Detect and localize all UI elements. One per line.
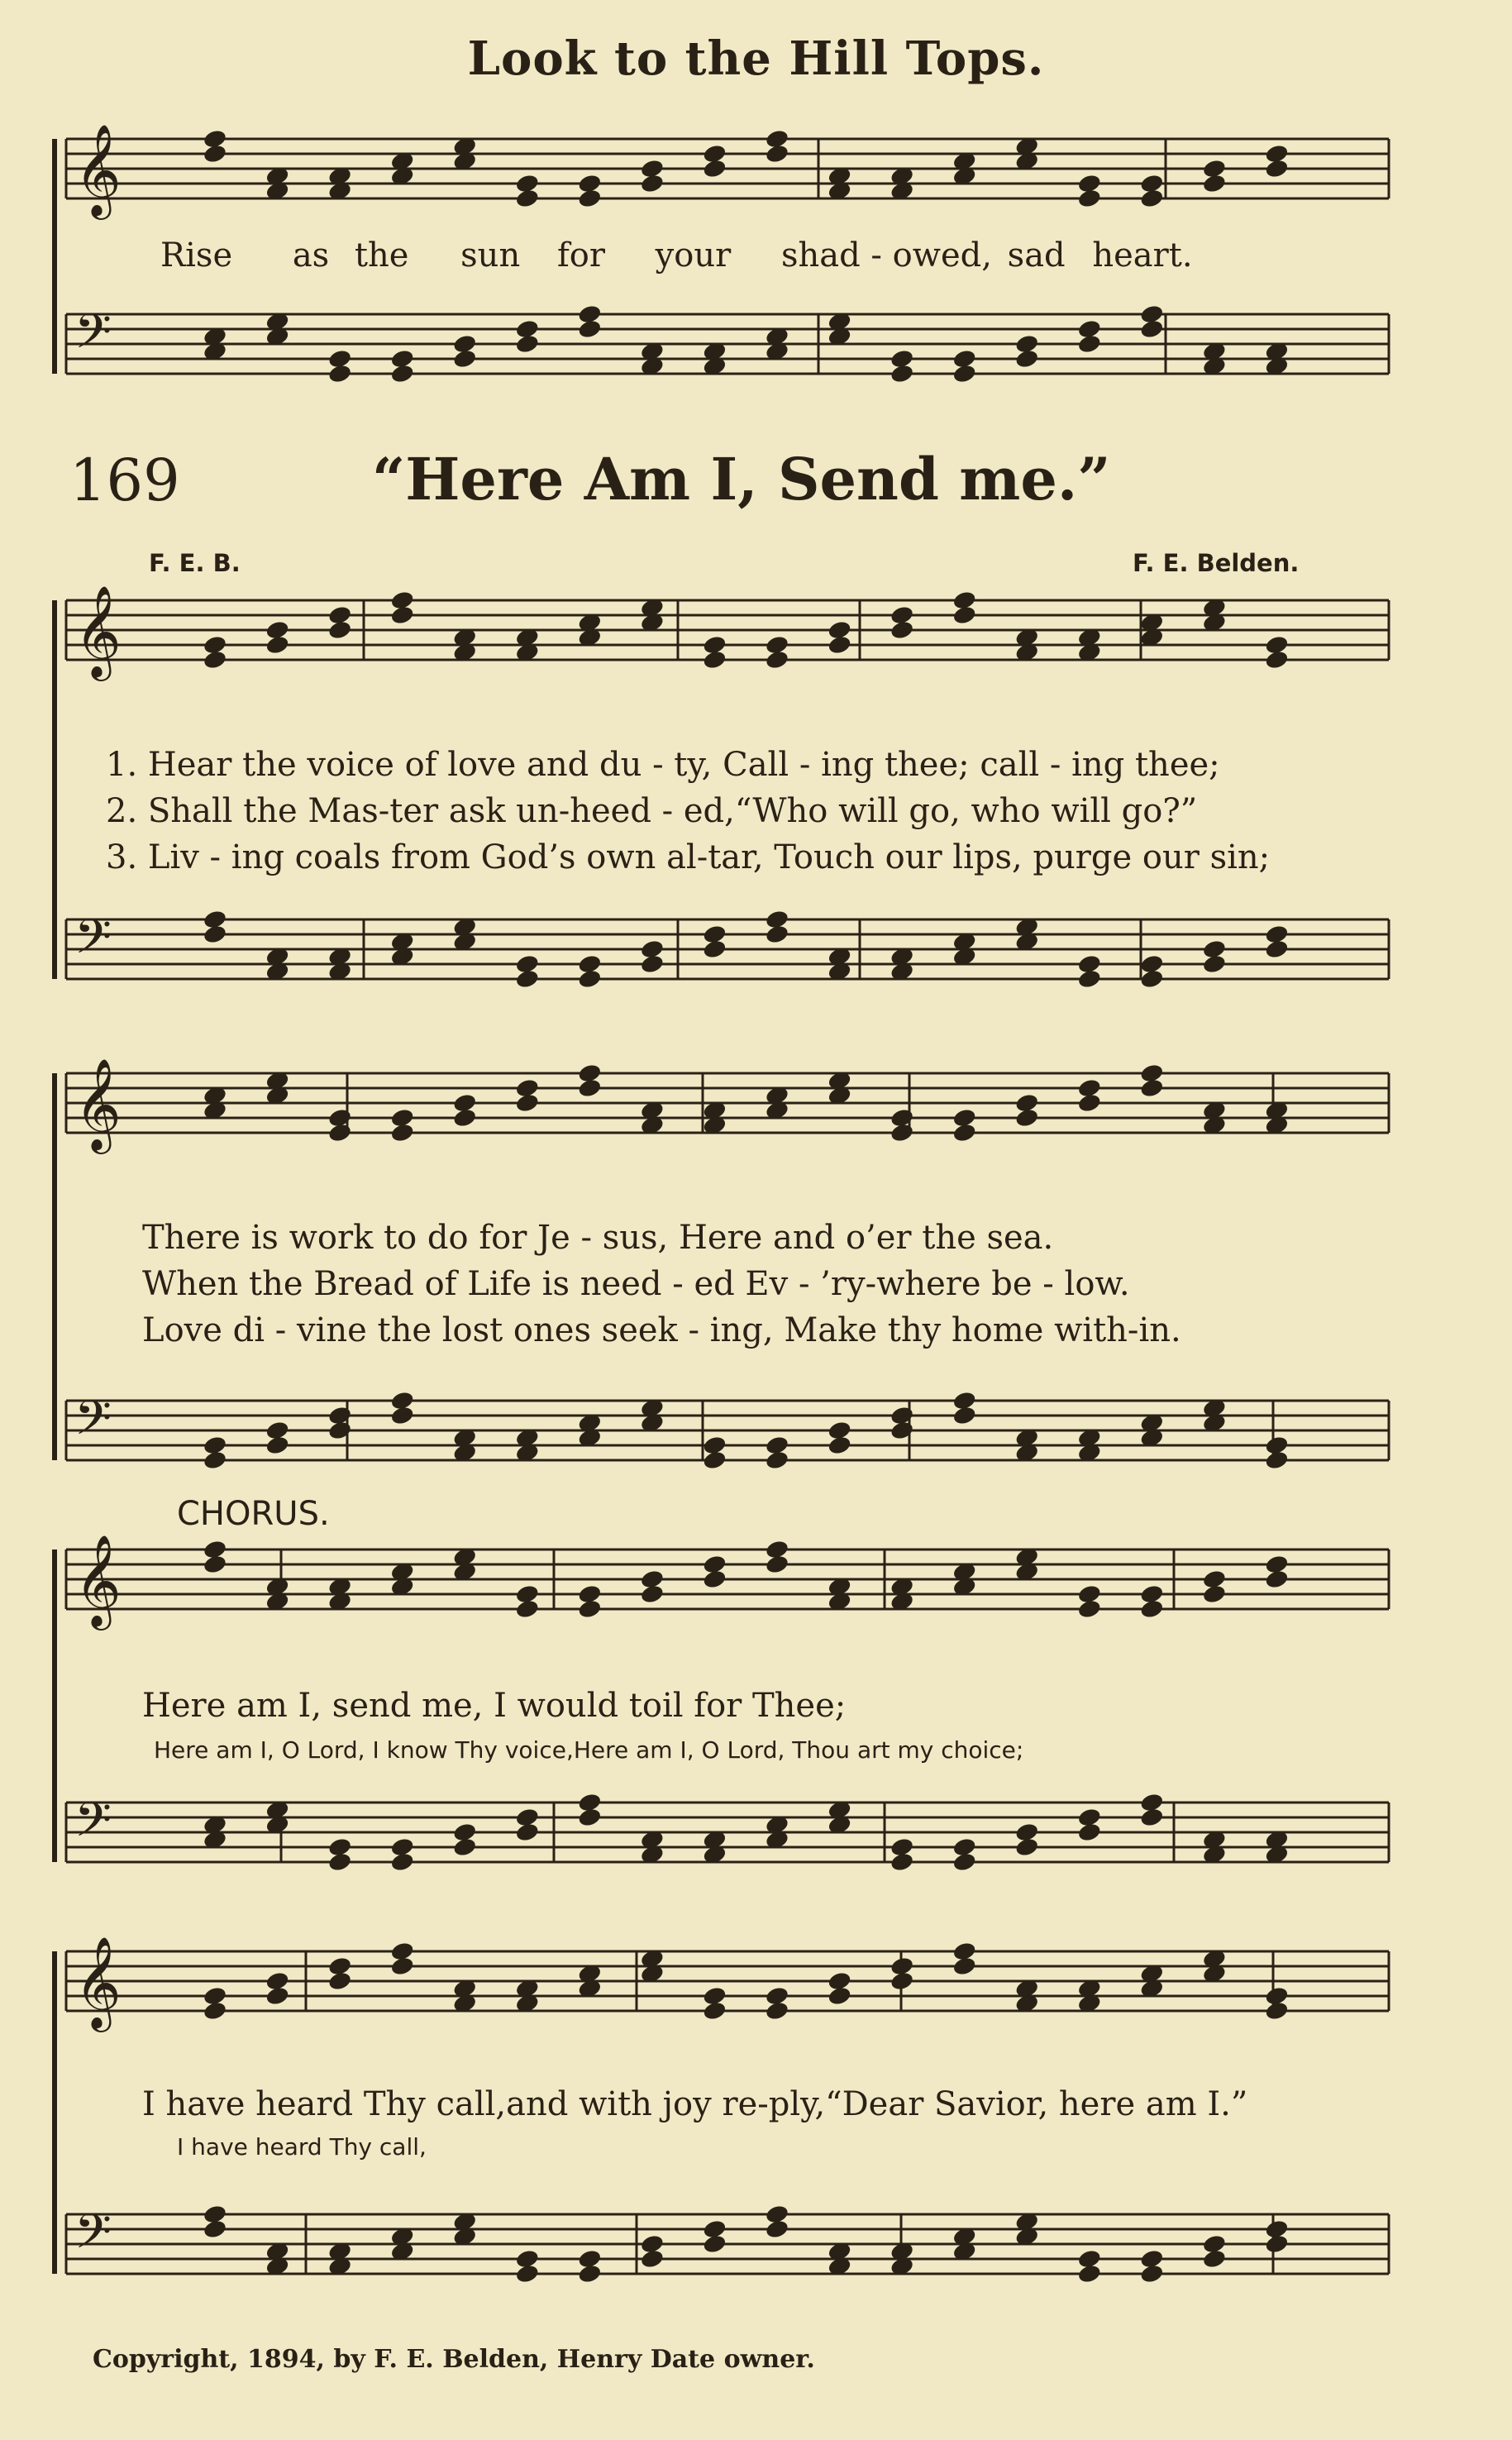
staff-prev-bass xyxy=(66,303,1389,384)
note-head xyxy=(827,1985,852,2007)
note-head xyxy=(765,1554,790,1575)
note-head xyxy=(514,2248,540,2270)
verse-3-line-b: Love di - vine the lost ones seek - ing, Make thy home with-in. xyxy=(142,1311,1181,1349)
bass-clef-icon: 𝄢 xyxy=(74,1390,112,1458)
note-head xyxy=(640,2248,665,2270)
note-head xyxy=(1139,1598,1165,1620)
note-head xyxy=(514,1822,540,1843)
note-head xyxy=(265,1985,290,2007)
note-head xyxy=(1139,318,1165,340)
note-head xyxy=(1076,1822,1102,1843)
staff-1-treble xyxy=(66,585,1389,681)
note-head xyxy=(1076,333,1102,355)
treble-clef-icon: 𝄞 xyxy=(74,585,122,677)
staff-1-bass xyxy=(66,909,1389,990)
note-head xyxy=(452,1107,478,1129)
bass-clef-icon: 𝄢 xyxy=(74,2204,112,2271)
note-head xyxy=(203,2218,228,2240)
note-head xyxy=(327,619,353,641)
note-head xyxy=(1076,1092,1102,1114)
staff-2-bass xyxy=(66,1390,1389,1471)
note-head xyxy=(702,634,727,656)
note-head xyxy=(327,1970,353,1992)
note-head xyxy=(514,1583,540,1605)
note-head xyxy=(1264,1985,1290,2007)
note-head xyxy=(1202,953,1228,975)
chorus-bass-lyric-2: I have heard Thy call, xyxy=(177,2133,427,2161)
note-head xyxy=(890,1107,915,1129)
note-head xyxy=(702,158,727,179)
note-head xyxy=(952,1851,977,1873)
note-head xyxy=(1139,968,1165,990)
note-head xyxy=(514,1092,540,1114)
note-head xyxy=(203,143,228,165)
note-head xyxy=(389,1955,415,1977)
note-head xyxy=(765,924,790,945)
note-head xyxy=(702,1435,727,1456)
note-head xyxy=(1264,1569,1290,1590)
note-head xyxy=(389,1122,415,1144)
note-head xyxy=(1076,1583,1102,1605)
note-head xyxy=(1202,1583,1228,1605)
note-head xyxy=(514,173,540,194)
note-head xyxy=(702,938,727,960)
bass-clef-icon: 𝄢 xyxy=(74,1792,112,1860)
note-head xyxy=(702,1569,727,1590)
verse-2-line-a: 2. Shall the Mas-ter ask un-heed - ed,“Who will go, who will go?” xyxy=(106,792,1198,830)
copyright-notice: Copyright, 1894, by F. E. Belden, Henry Date owner. xyxy=(93,2345,815,2374)
note-head xyxy=(389,363,415,384)
chorus-lyric-1: Here am I, send me, I would toil for Thee; xyxy=(142,1687,847,1725)
note-head xyxy=(1139,2263,1165,2285)
note-head xyxy=(702,2233,727,2255)
note-head xyxy=(577,1598,603,1620)
note-head xyxy=(203,924,228,945)
hymn-title: “Here Am I, Send me.” xyxy=(372,445,1111,513)
bass-clef-icon: 𝄢 xyxy=(74,303,112,371)
staff-prev-treble xyxy=(66,123,1389,220)
note-head xyxy=(890,1420,915,1441)
note-head xyxy=(514,333,540,355)
note-head xyxy=(890,1970,915,1992)
note-head xyxy=(952,1122,977,1144)
note-head xyxy=(702,1985,727,2007)
note-head xyxy=(765,2000,790,2022)
staff-2-treble xyxy=(66,1058,1389,1154)
note-head xyxy=(514,953,540,975)
music-credit: F. E. Belden. xyxy=(1133,549,1300,577)
note-head xyxy=(1014,1107,1040,1129)
note-head xyxy=(389,604,415,626)
note-head xyxy=(640,173,665,194)
note-head xyxy=(1202,173,1228,194)
note-head xyxy=(203,1449,228,1471)
chorus-bass-lyric-1: Here am I, O Lord, I know Thy voice,Here am I, O Lord, Thou art my choice; xyxy=(154,1736,1024,1764)
note-head xyxy=(452,1836,478,1858)
note-head xyxy=(327,1836,353,1858)
chorus-label: CHORUS. xyxy=(177,1495,330,1533)
verse-3-line-a: 3. Liv - ing coals from God’s own al-tar, Touch our lips, purge our sin; xyxy=(106,838,1271,876)
words-credit: F. E. B. xyxy=(149,549,241,577)
bass-clef-icon: 𝄢 xyxy=(74,909,112,976)
note-head xyxy=(765,649,790,671)
verse-1-line-a: 1. Hear the voice of love and du - ty, Call - ing thee; call - ing thee; xyxy=(106,746,1220,784)
note-head xyxy=(577,1807,603,1828)
staff-3-bass xyxy=(66,1792,1389,1873)
note-head xyxy=(1139,1807,1165,1828)
note-head xyxy=(203,2000,228,2022)
note-head xyxy=(952,1955,977,1977)
note-head xyxy=(1014,348,1040,370)
note-head xyxy=(952,604,977,626)
note-head xyxy=(890,1836,915,1858)
note-head xyxy=(265,634,290,656)
note-head xyxy=(327,1420,353,1441)
staff-4-treble xyxy=(66,1936,1389,2032)
staff-3-treble xyxy=(66,1534,1389,1631)
note-head xyxy=(1139,1077,1165,1099)
note-head xyxy=(827,634,852,656)
note-head xyxy=(203,1554,228,1575)
note-head xyxy=(640,953,665,975)
note-head xyxy=(1076,953,1102,975)
note-head xyxy=(890,619,915,641)
note-head xyxy=(1014,1836,1040,1858)
note-head xyxy=(1264,634,1290,656)
note-head xyxy=(327,348,353,370)
note-head xyxy=(765,1449,790,1471)
previous-hymn-title: Look to the Hill Tops. xyxy=(467,31,1045,86)
note-head xyxy=(1202,2248,1228,2270)
chorus-lyric-2: I have heard Thy call,and with joy re-ply,“Dear Savior, here am I.” xyxy=(142,2085,1248,2123)
note-head xyxy=(1264,938,1290,960)
note-head xyxy=(1076,2248,1102,2270)
hymn-number: 169 xyxy=(69,446,180,514)
note-head xyxy=(765,143,790,165)
note-head xyxy=(577,968,603,990)
note-head xyxy=(1264,2233,1290,2255)
note-head xyxy=(952,363,977,384)
note-head xyxy=(577,2263,603,2285)
prev-hymn-lyric-line: Rise as the sun for your shad - owed, sad heart. xyxy=(160,236,1193,275)
note-head xyxy=(265,1435,290,1456)
note-head xyxy=(640,1583,665,1605)
note-head xyxy=(765,2218,790,2240)
note-head xyxy=(577,1077,603,1099)
note-head xyxy=(203,649,228,671)
treble-clef-icon: 𝄞 xyxy=(74,1936,122,2028)
note-head xyxy=(890,348,915,370)
note-head xyxy=(389,1405,415,1426)
treble-clef-icon: 𝄞 xyxy=(74,123,122,216)
treble-clef-icon: 𝄞 xyxy=(74,1534,122,1626)
treble-clef-icon: 𝄞 xyxy=(74,1058,122,1150)
note-head xyxy=(1139,188,1165,209)
staff-4-bass xyxy=(66,2204,1389,2285)
verse-1-line-b: There is work to do for Je - sus, Here and o’er the sea. xyxy=(142,1219,1054,1257)
verse-2-line-b: When the Bread of Life is need - ed Ev - ’ry-where be - low. xyxy=(142,1265,1130,1303)
note-head xyxy=(1076,173,1102,194)
note-head xyxy=(577,318,603,340)
note-head xyxy=(389,1851,415,1873)
note-head xyxy=(452,348,478,370)
note-head xyxy=(1264,1435,1290,1456)
note-head xyxy=(327,1107,353,1129)
note-head xyxy=(952,1405,977,1426)
note-head xyxy=(577,188,603,209)
note-head xyxy=(1264,158,1290,179)
note-head xyxy=(827,1435,852,1456)
